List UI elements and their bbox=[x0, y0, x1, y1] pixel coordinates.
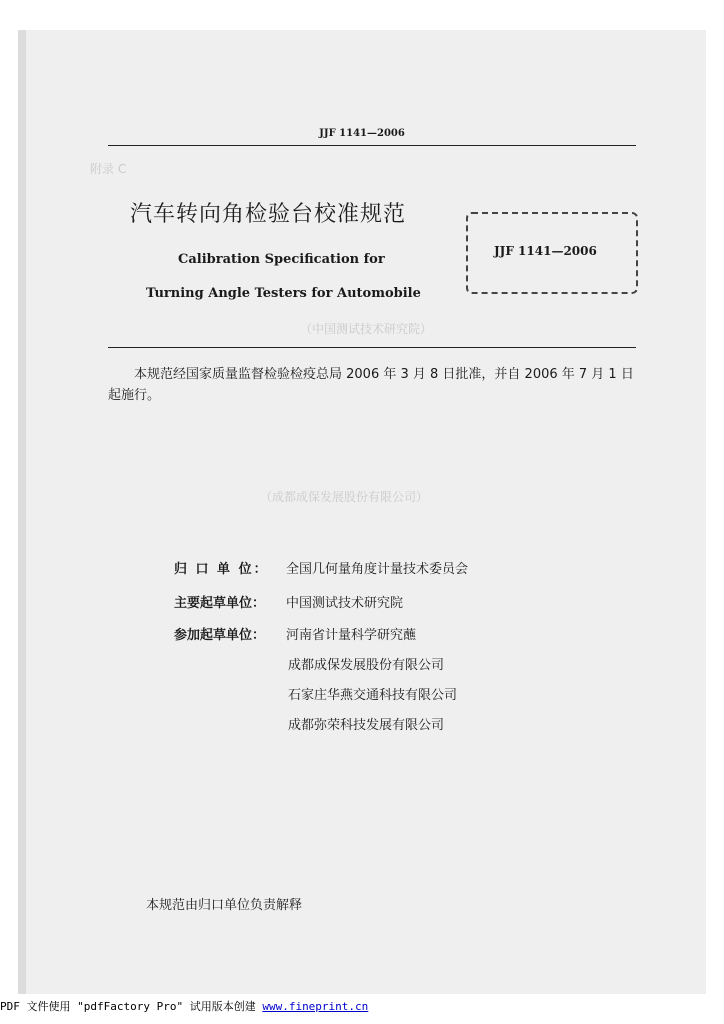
responsible-unit-label: 归 口 单 位： bbox=[174, 562, 269, 577]
main-drafter-value: 中国测试技术研究院 bbox=[286, 596, 404, 611]
interpretation-note: 本规范由归口单位负责解释 bbox=[146, 898, 303, 913]
participating-label: 参加起草单位： bbox=[174, 628, 266, 643]
standard-number-header: JJF 1141—2006 bbox=[319, 128, 405, 139]
pdf-banner-text: PDF 文件使用 "pdfFactory Pro" 试用版本创建 bbox=[0, 1000, 263, 1013]
header-rule bbox=[108, 145, 636, 146]
participating-unit: 石家庄华燕交通科技有限公司 bbox=[288, 688, 458, 703]
participating-unit: 成都成保发展股份有限公司 bbox=[288, 658, 445, 673]
bleed-through-mark: （成都成保发展股份有限公司） bbox=[260, 490, 429, 504]
approval-paragraph: 本规范经国家质量监督检验检疫总局 2006 年 3 月 8 日批准，并自 2006 年 7 月 1 日起施行。 bbox=[108, 367, 634, 403]
title-english-line2: Turning Angle Testers for Automobile bbox=[146, 286, 421, 301]
responsible-unit-value: 全国几何量角度计量技术委员会 bbox=[286, 562, 469, 577]
title-rule bbox=[108, 347, 636, 348]
participating-unit: 河南省计量科学研究蘸 bbox=[286, 628, 417, 643]
title-chinese: 汽车转向角检验台校准规范 bbox=[130, 202, 407, 227]
main-drafter-label: 主要起草单位： bbox=[174, 596, 266, 611]
title-english-line1: Calibration Specification for bbox=[178, 252, 385, 267]
fineprint-link[interactable]: www.fineprint.cn bbox=[262, 1000, 369, 1013]
pdf-creator-banner bbox=[0, 998, 368, 1014]
participating-unit: 成都弥荣科技发展有限公司 bbox=[288, 718, 445, 733]
stamp-code: JJF 1141—2006 bbox=[494, 244, 597, 258]
page-edge-shadow bbox=[18, 30, 26, 994]
bleed-through-mark: 附录 C bbox=[90, 162, 127, 176]
bleed-through-mark: （中国测试技术研究院） bbox=[300, 322, 433, 336]
